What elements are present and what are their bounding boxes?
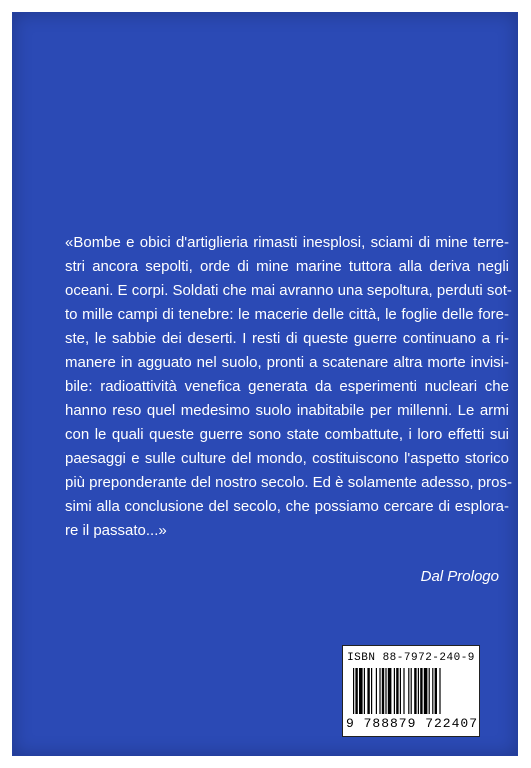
- excerpt-line: paesaggi e sulle culture del mondo, costituiscono l'aspetto storico: [65, 450, 509, 467]
- barcode-bar: [432, 668, 433, 714]
- excerpt-line: con le quali queste guerre sono state combattute, i loro effetti sui: [65, 426, 509, 443]
- barcode-bar: [414, 668, 416, 714]
- barcode-bar: [364, 668, 365, 714]
- barcode-bar: [388, 668, 392, 714]
- excerpt-line: re il passato...»: [65, 522, 167, 539]
- excerpt-line: «Bombe e obici d'artiglieria rimasti inesplosi, sciami di mine terre-: [65, 234, 509, 251]
- attribution-text: Dal Prologo: [420, 568, 499, 585]
- barcode-bar: [424, 668, 428, 714]
- barcode-bar: [376, 668, 377, 714]
- barcode-bar: [379, 668, 380, 714]
- isbn-barcode: [342, 645, 480, 737]
- excerpt-line: oceani. E corpi. Soldati che mai avranno una sepoltura, perduti sot-: [65, 282, 512, 299]
- barcode-bars-icon: [353, 668, 471, 714]
- barcode-bar: [382, 668, 384, 714]
- barcode-bar: [429, 668, 430, 714]
- excerpt-line: simi alla conclusione del secolo, che possiamo cercare di esplora-: [65, 498, 509, 515]
- excerpt-line: hanno reso quel medesimo suolo inabitabile per millenni. Le armi: [65, 402, 509, 419]
- ean-number: 9 788879 722407: [345, 716, 479, 731]
- barcode-bar: [403, 668, 404, 714]
- barcode-bar: [418, 668, 419, 714]
- barcode-bar: [420, 668, 422, 714]
- barcode-bar: [439, 668, 440, 714]
- excerpt-line: più preponderante del nostro secolo. Ed è solamente adesso, pros-: [65, 474, 512, 491]
- barcode-bar: [359, 668, 363, 714]
- barcode-bar: [385, 668, 386, 714]
- barcode-bar: [400, 668, 401, 714]
- isbn-number: ISBN 88-7972-240-9: [347, 652, 475, 664]
- barcode-bar: [353, 668, 354, 714]
- excerpt-line: to mille campi di tenebre: le macerie delle città, le foglie delle fore-: [65, 306, 509, 323]
- barcode-bar: [371, 668, 372, 714]
- excerpt-line: bile: radioattività venefica generata da esperimenti nucleari che: [65, 378, 509, 395]
- barcode-bar: [411, 668, 412, 714]
- excerpt-line: manere in agguato nel suolo, pronti a scatenare altra morte invisi-: [65, 354, 509, 371]
- barcode-bar: [435, 668, 437, 714]
- barcode-bar: [355, 668, 357, 714]
- barcode-bar: [408, 668, 409, 714]
- prologue-excerpt: [65, 231, 512, 543]
- barcode-bar: [396, 668, 398, 714]
- excerpt-line: ste, le sabbie dei deserti. I resti di queste guerre continuano a ri-: [65, 330, 509, 347]
- excerpt-line: stri ancora sepolti, orde di mine marine tuttora alla deriva negli: [65, 258, 509, 275]
- barcode-bar: [367, 668, 369, 714]
- barcode-bar: [394, 668, 395, 714]
